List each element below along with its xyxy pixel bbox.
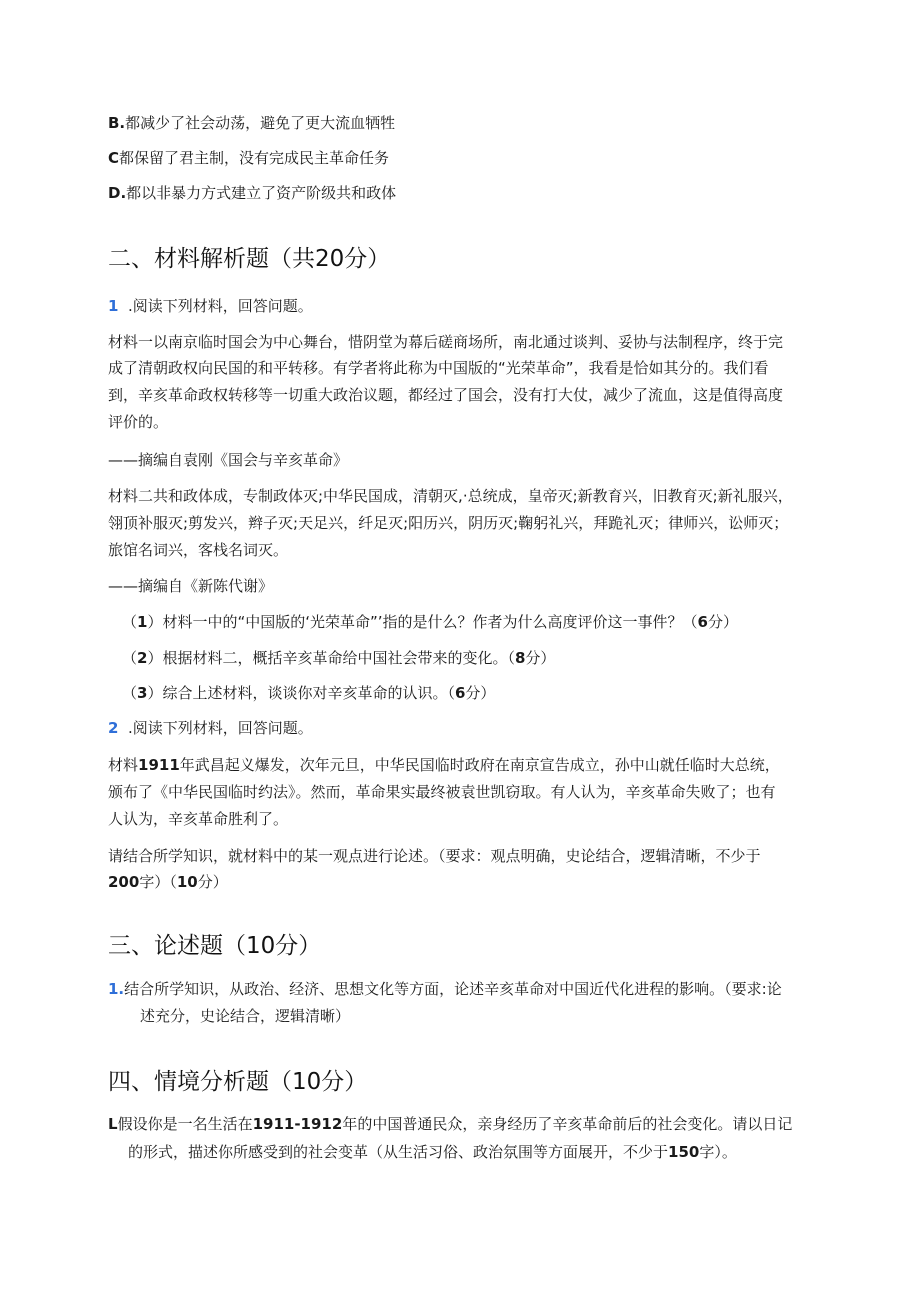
s4-question-mark: L xyxy=(108,1115,118,1133)
year: 1911 xyxy=(138,756,180,774)
s2-q2-prompt: .阅读下列材料，回答问题。 xyxy=(127,719,313,737)
option-c xyxy=(108,148,389,168)
s3-question-number: 1. xyxy=(108,980,125,998)
paren-open: （ xyxy=(122,684,138,702)
option-d xyxy=(108,183,396,203)
s4-text: 的形式，描述你所感受到的社会变革（从生活习俗、政治氛围等方面展开，不少于 xyxy=(128,1143,669,1161)
q2-task-line xyxy=(108,872,228,892)
sub-question-2 xyxy=(122,648,555,668)
q2-material-line: 颁布了《中华民国临时约法》。然而，革命果实最终被袁世凯窃取。有人认为，辛亥革命失败了；也有 xyxy=(108,783,776,801)
material2-line: 材料二共和政体成，专制政体灭;中华民国成，清朝灭,·总统成，皇帝灭;新教育兴，旧教育灭;新礼服兴， xyxy=(108,487,793,505)
sub-score: 6 xyxy=(697,613,708,631)
section4-title: 四、情境分析题（10分） xyxy=(108,1069,368,1095)
sub-score: 6 xyxy=(454,684,466,702)
section2-title: 二、材料解析题（共20分） xyxy=(108,246,391,272)
s3-question-line: 述充分，史论结合，逻辑清晰） xyxy=(140,1007,351,1025)
sub-text: ）综合上述材料，谈谈你对辛亥革命的认识。（ xyxy=(147,684,455,702)
sub-number: 3 xyxy=(137,684,148,702)
material1-line: 评价的。 xyxy=(108,413,169,431)
material1-line: 材料一以南京临时国会为中心舞台，惜阴堂为幕后磋商场所，南北通过谈判、妥协与法制程序，终于完 xyxy=(108,333,784,351)
s2-q1-heading xyxy=(108,296,313,316)
option-d-mark: D. xyxy=(108,184,127,202)
task-close: 分） xyxy=(197,873,228,891)
sub-number: 1 xyxy=(137,613,148,631)
section3-title: 三、论述题（10分） xyxy=(108,933,322,959)
sub-end: 分） xyxy=(707,613,738,631)
s4-word-count: 150 xyxy=(668,1143,700,1161)
s4-years: 1911-1912 xyxy=(252,1115,343,1133)
s4-text: 字）。 xyxy=(699,1143,737,1161)
option-d-text: 都以非暴力方式建立了资产阶级共和政体 xyxy=(126,184,397,202)
s4-question-line xyxy=(128,1142,737,1162)
s4-question-line xyxy=(108,1114,792,1134)
paren-open: （ xyxy=(122,613,138,631)
sub-end: 分） xyxy=(525,649,556,667)
material1-line: 成了清朝政权向民国的和平转移。有学者将此称为中国版的“光荣革命”，我看是恰如其分的。我们看 xyxy=(108,359,769,377)
q2-material-line xyxy=(108,755,780,775)
q2-material-line: 人认为，辛亥革命胜利了。 xyxy=(108,810,289,828)
s4-text: 假设你是一名生活在 xyxy=(117,1115,253,1133)
s2-q1-prompt: .阅读下列材料，回答问题。 xyxy=(127,297,313,315)
sub-end: 分） xyxy=(465,684,496,702)
q2-task-line: 请结合所学知识，就材料中的某一观点进行论述。（要求：观点明确，史论结合，逻辑清晰，不少于 xyxy=(108,847,761,865)
material2-line: 翎顶补服灭;剪发兴，辫子灭;天足兴，纤足灭;阳历兴，阴历灭;鞠躬礼兴，拜跪礼灭；律师兴，讼师灭； xyxy=(108,514,789,532)
sub-question-1 xyxy=(122,612,738,632)
option-b xyxy=(108,113,395,133)
word-count: 200 xyxy=(108,873,140,891)
material2-line: 旅馆名词兴，客栈名词灭。 xyxy=(108,541,289,559)
sub-number: 2 xyxy=(137,649,148,667)
option-b-text: 都减少了社会动荡，避免了更大流血牺牲 xyxy=(125,114,396,132)
sub-score: 8 xyxy=(514,649,526,667)
s2-q2-number: 2 xyxy=(108,719,119,737)
sub-question-3 xyxy=(122,683,495,703)
option-b-mark: B. xyxy=(108,114,126,132)
s3-question-line xyxy=(108,979,782,999)
material-text: 年武昌起义爆发，次年元旦，中华民国临时政府在南京宣告成立，孙中山就任临时大总统， xyxy=(179,756,780,774)
option-c-text: 都保留了君主制，没有完成民主革命任务 xyxy=(119,149,390,167)
paren-open: （ xyxy=(122,649,138,667)
task-text: 字）（ xyxy=(139,873,177,891)
s2-q1-number: 1 xyxy=(108,297,119,315)
material1-line: 到，辛亥革命政权转移等一切重大政治议题，都经过了国会，没有打大仗，减少了流血，这是值得高度 xyxy=(108,386,784,404)
s2-q2-heading xyxy=(108,718,313,738)
material1-source: ——摘编自袁刚《国会与辛亥革命》 xyxy=(108,451,349,469)
task-score: 10 xyxy=(176,873,198,891)
s4-text: 年的中国普通民众，亲身经历了辛亥革命前后的社会变化。请以日记 xyxy=(342,1115,793,1133)
s3-question-text: 结合所学知识，从政治、经济、思想文化等方面，论述辛亥革命对中国近代化进程的影响。（要求:论 xyxy=(124,980,782,998)
sub-text: ）根据材料二，概括辛亥革命给中国社会带来的变化。（ xyxy=(147,649,515,667)
option-c-mark: C xyxy=(108,149,120,167)
material-label: 材料 xyxy=(108,756,139,774)
material2-source: ——摘编自《新陈代谢》 xyxy=(108,577,274,595)
sub-text: ）材料一中的“中国版的‘光荣革命”’指的是什么？作者为什么高度评价这一事件？（ xyxy=(147,613,698,631)
